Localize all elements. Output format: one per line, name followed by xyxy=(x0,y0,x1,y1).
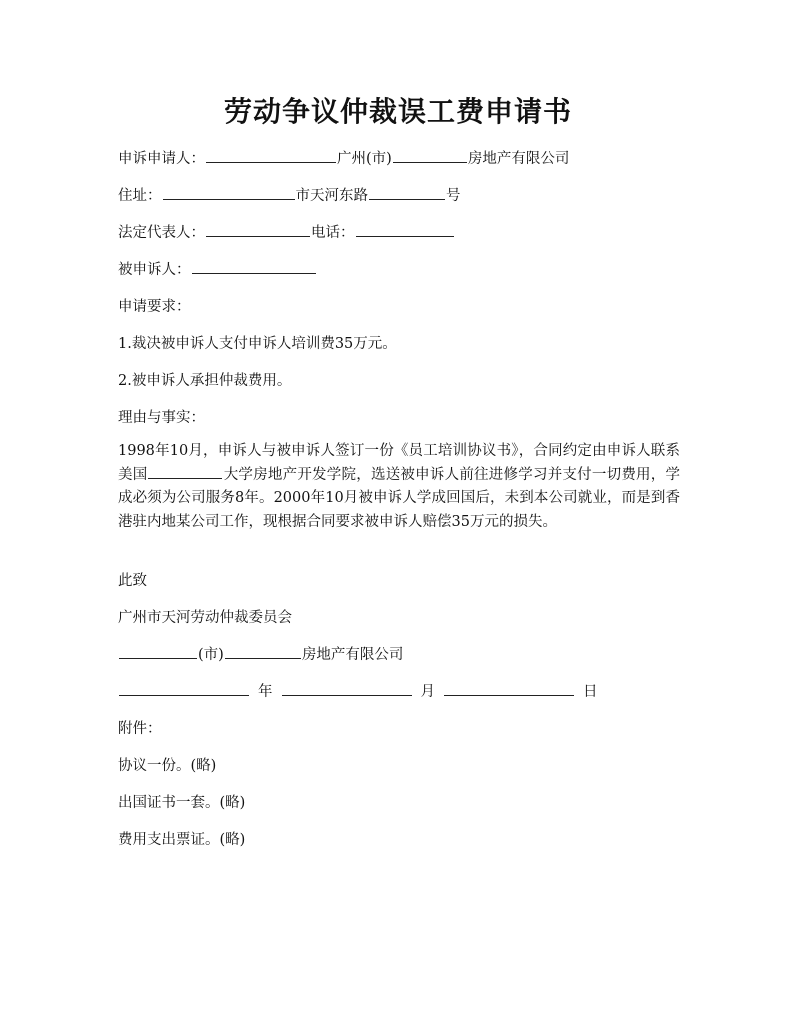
attachment-item-3: 费用支出票证。(略) xyxy=(118,832,246,848)
request-item-1: 1.裁决被申诉人支付申诉人培训费35万元。 xyxy=(118,336,397,352)
address-number-suffix: 号 xyxy=(446,188,461,204)
address-road: 市天河东路 xyxy=(295,188,368,204)
date-year-blank xyxy=(119,681,249,696)
signature-company: 房地产有限公司 xyxy=(301,647,404,663)
applicant-label: 申诉申请人： xyxy=(118,151,205,167)
signature-city-blank xyxy=(119,644,197,659)
phone-blank xyxy=(356,222,454,237)
legal-rep-label: 法定代表人： xyxy=(118,225,205,241)
document-title: 劳动争议仲裁误工费申请书 xyxy=(223,95,572,128)
reasons-heading: 理由与事实： xyxy=(118,410,205,426)
date-year-label: 年 xyxy=(258,684,273,700)
attachment-item-2: 出国证书一套。(略) xyxy=(118,795,246,811)
university-name-blank xyxy=(148,464,222,479)
date-day-blank xyxy=(444,681,574,696)
date-day-label: 日 xyxy=(583,684,598,700)
applicant-line xyxy=(118,148,569,170)
date-month-blank xyxy=(282,681,412,696)
address-city-blank xyxy=(163,185,295,200)
applicant-name-blank xyxy=(206,148,336,163)
respondent-blank xyxy=(192,259,316,274)
reasons-paragraph xyxy=(118,440,680,534)
signature-line xyxy=(118,644,403,666)
reasons-text-part2: 大学房地产开发学院，选送被申诉人前往进修学习并支付一切费用，学成必须为公司服务8年。2000年10月被申诉人学成回国后，未到本公司就业，而是到香港驻内地某公司工作，现根据合同要求被申诉人赔偿35万元的损失。 xyxy=(118,466,681,530)
respondent-label: 被申诉人： xyxy=(118,262,191,278)
address-number-blank xyxy=(369,185,445,200)
applicant-company-blank xyxy=(393,148,467,163)
respondent-line xyxy=(118,259,317,281)
closing-text: 此致 xyxy=(118,573,147,589)
signature-company-blank xyxy=(225,644,301,659)
phone-label: 电话： xyxy=(311,225,355,241)
address-line xyxy=(118,185,461,207)
reasons-text-part1: 1998年10月，申诉人与被申诉人签订一份《员工培训协议书》，合同约定由申诉人联系美国 xyxy=(118,443,680,483)
attachment-item-1: 协议一份。(略) xyxy=(118,758,217,774)
legal-rep-blank xyxy=(206,222,310,237)
legal-rep-line xyxy=(118,222,455,244)
applicant-company: 房地产有限公司 xyxy=(467,151,570,167)
signature-city: (市) xyxy=(198,647,224,663)
recipient-text: 广州市天河劳动仲裁委员会 xyxy=(118,610,292,626)
date-line xyxy=(118,681,598,703)
attachments-heading: 附件： xyxy=(118,721,162,737)
address-label: 住址： xyxy=(118,188,162,204)
requests-heading: 申请要求： xyxy=(118,299,191,315)
applicant-city: 广州(市) xyxy=(337,151,392,167)
date-month-label: 月 xyxy=(420,684,435,700)
request-item-2: 2.被申诉人承担仲裁费用。 xyxy=(118,373,292,389)
